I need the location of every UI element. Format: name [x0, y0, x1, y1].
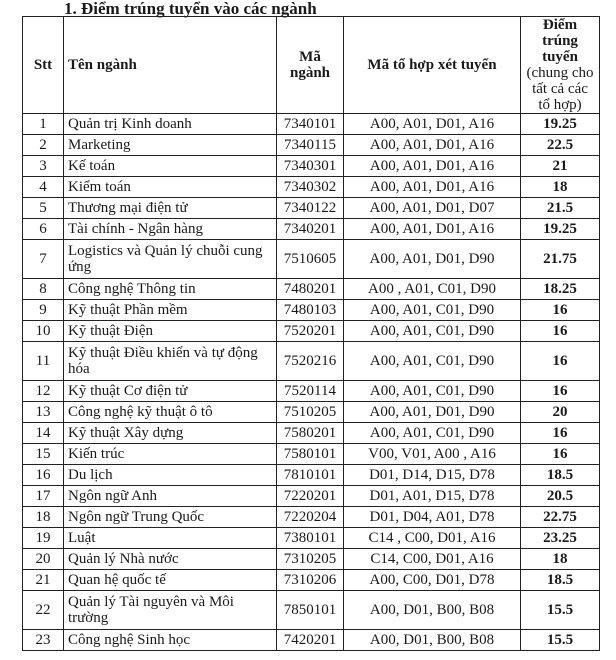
admission-score-cell: 16: [521, 423, 600, 444]
table-row: [23, 279, 600, 300]
admission-score-cell: 16: [521, 342, 600, 381]
admission-score-cell: 18: [521, 549, 600, 570]
major-code-cell: 7220201: [277, 486, 344, 507]
major-code-cell: 7580201: [277, 423, 344, 444]
admission-score-cell: 21.5: [521, 198, 600, 219]
admission-score-cell: 15.5: [521, 591, 600, 630]
row-number-cell: 18: [23, 507, 64, 528]
subject-combination-cell: A00, A01, C01, D90: [344, 381, 521, 402]
row-number-cell: 20: [23, 549, 64, 570]
major-code-cell: 7580101: [277, 444, 344, 465]
admission-score-cell: 18.5: [521, 465, 600, 486]
table-row: [23, 507, 600, 528]
subject-combination-cell: A00, A01, D01, D07: [344, 198, 521, 219]
row-number-cell: 9: [23, 300, 64, 321]
major-name-cell: Kỹ thuật Xây dựng: [64, 423, 277, 444]
subject-combination-cell: A00, A01, C01, D90: [344, 342, 521, 381]
major-code-cell: 7520216: [277, 342, 344, 381]
table-row: [23, 570, 600, 591]
major-name-cell: Du lịch: [64, 465, 277, 486]
subject-combination-cell: A00, A01, D01, A16: [344, 114, 521, 135]
row-number-cell: 19: [23, 528, 64, 549]
admission-score-cell: 20.5: [521, 486, 600, 507]
table-row: [23, 423, 600, 444]
subject-combination-cell: A00, A01, C01, D90: [344, 300, 521, 321]
major-name-cell: Ngôn ngữ Anh: [64, 486, 277, 507]
row-number-cell: 8: [23, 279, 64, 300]
major-name-cell: Kế toán: [64, 156, 277, 177]
row-number-cell: 14: [23, 423, 64, 444]
subject-combination-cell: A00, A01, D01, D90: [344, 240, 521, 279]
row-number-cell: 23: [23, 630, 64, 651]
major-name-cell: Quản trị Kinh doanh: [64, 114, 277, 135]
table-body: [23, 114, 600, 651]
major-code-cell: 7850101: [277, 591, 344, 630]
row-number-cell: 11: [23, 342, 64, 381]
admission-score-cell: 23.25: [521, 528, 600, 549]
row-number-cell: 12: [23, 381, 64, 402]
table-row: [23, 528, 600, 549]
admission-score-cell: 21.75: [521, 240, 600, 279]
major-name-cell: Kỹ thuật Cơ điện tử: [64, 381, 277, 402]
major-code-cell: 7310206: [277, 570, 344, 591]
admission-score-cell: 19.25: [521, 114, 600, 135]
table-row: [23, 114, 600, 135]
table-row: [23, 300, 600, 321]
subject-combination-cell: D01, D14, D15, D78: [344, 465, 521, 486]
subject-combination-cell: A00, D01, B00, B08: [344, 630, 521, 651]
subject-combination-cell: A00, A01, D01, A16: [344, 156, 521, 177]
table-row: [23, 198, 600, 219]
admission-score-cell: 16: [521, 381, 600, 402]
major-name-cell: Công nghệ kỹ thuật ô tô: [64, 402, 277, 423]
major-name-cell: Quản lý Tài nguyên và Môi trường: [64, 591, 277, 630]
subject-combination-cell: A00, C00, D01, D78: [344, 570, 521, 591]
subject-combination-cell: A00 , A01, C01, D90: [344, 279, 521, 300]
major-code-cell: 7480201: [277, 279, 344, 300]
table-row: [23, 444, 600, 465]
row-number-cell: 13: [23, 402, 64, 423]
subject-combination-cell: A00, D01, B00, B08: [344, 591, 521, 630]
row-number-cell: 7: [23, 240, 64, 279]
admission-score-cell: 22.5: [521, 135, 600, 156]
major-code-cell: 7420201: [277, 630, 344, 651]
admission-score-cell: 16: [521, 300, 600, 321]
major-code-cell: 7340122: [277, 198, 344, 219]
major-name-cell: Luật: [64, 528, 277, 549]
major-name-cell: Công nghệ Thông tin: [64, 279, 277, 300]
subject-combination-cell: D01, D04, A01, D78: [344, 507, 521, 528]
header-admission-score: [521, 17, 600, 114]
major-name-cell: Quản lý Nhà nước: [64, 549, 277, 570]
major-code-cell: 7510605: [277, 240, 344, 279]
major-code-cell: 7520201: [277, 321, 344, 342]
table-header-row: [23, 17, 600, 114]
row-number-cell: 1: [23, 114, 64, 135]
table-row: [23, 342, 600, 381]
header-subject-combination: Mã tổ hợp xét tuyển: [344, 17, 521, 114]
major-name-cell: Ngôn ngữ Trung Quốc: [64, 507, 277, 528]
major-code-cell: 7310205: [277, 549, 344, 570]
row-number-cell: 21: [23, 570, 64, 591]
subject-combination-cell: A00, A01, C01, D90: [344, 423, 521, 444]
header-major-code: Mã ngành: [277, 17, 344, 114]
table-row: [23, 591, 600, 630]
row-number-cell: 15: [23, 444, 64, 465]
subject-combination-cell: A00, A01, C01, D90: [344, 321, 521, 342]
subject-combination-cell: A00, A01, D01, A16: [344, 177, 521, 198]
table-row: [23, 177, 600, 198]
section-heading: 1. Điểm trúng tuyển vào các ngành: [64, 0, 317, 18]
table-row: [23, 465, 600, 486]
subject-combination-cell: V00, V01, A00 , A16: [344, 444, 521, 465]
major-code-cell: 7340301: [277, 156, 344, 177]
major-name-cell: Kỹ thuật Điều khiển và tự động hóa: [64, 342, 277, 381]
admission-score-cell: 15.5: [521, 630, 600, 651]
subject-combination-cell: A00, A01, D01, D90: [344, 402, 521, 423]
row-number-cell: 3: [23, 156, 64, 177]
admission-score-cell: 19.25: [521, 219, 600, 240]
major-name-cell: Kỹ thuật Điện: [64, 321, 277, 342]
table-row: [23, 135, 600, 156]
admission-score-cell: 18.25: [521, 279, 600, 300]
major-code-cell: 7340101: [277, 114, 344, 135]
row-number-cell: 5: [23, 198, 64, 219]
major-code-cell: 7340302: [277, 177, 344, 198]
admission-score-cell: 21: [521, 156, 600, 177]
major-code-cell: 7510205: [277, 402, 344, 423]
admission-score-table: [22, 16, 600, 651]
row-number-cell: 2: [23, 135, 64, 156]
header-score-note: (chung cho tất cả các tổ hợp): [526, 65, 594, 113]
table-row: [23, 219, 600, 240]
header-stt: Stt: [23, 17, 64, 114]
major-code-cell: 7220204: [277, 507, 344, 528]
major-code-cell: 7480103: [277, 300, 344, 321]
admission-score-cell: 16: [521, 444, 600, 465]
table-row: [23, 402, 600, 423]
admission-score-cell: 20: [521, 402, 600, 423]
row-number-cell: 4: [23, 177, 64, 198]
subject-combination-cell: C14, C00, D01, A16: [344, 549, 521, 570]
row-number-cell: 10: [23, 321, 64, 342]
admission-score-cell: 18: [521, 177, 600, 198]
major-name-cell: Kiến trúc: [64, 444, 277, 465]
major-name-cell: Quan hệ quốc tế: [64, 570, 277, 591]
major-name-cell: Logistics và Quản lý chuỗi cung ứng: [64, 240, 277, 279]
table-row: [23, 240, 600, 279]
major-code-cell: 7520114: [277, 381, 344, 402]
subject-combination-cell: A00, A01, D01, A16: [344, 135, 521, 156]
major-code-cell: 7380101: [277, 528, 344, 549]
row-number-cell: 22: [23, 591, 64, 630]
table-row: [23, 549, 600, 570]
major-code-cell: 7340115: [277, 135, 344, 156]
table-row: [23, 486, 600, 507]
table-row: [23, 630, 600, 651]
major-name-cell: Thương mại điện tử: [64, 198, 277, 219]
admission-score-cell: 18.5: [521, 570, 600, 591]
header-major-name: Tên ngành: [64, 17, 277, 114]
major-name-cell: Kỹ thuật Phần mềm: [64, 300, 277, 321]
subject-combination-cell: C14 , C00, D01, A16: [344, 528, 521, 549]
admission-score-cell: 16: [521, 321, 600, 342]
row-number-cell: 17: [23, 486, 64, 507]
table-row: [23, 381, 600, 402]
table-row: [23, 156, 600, 177]
header-score-title: Điểm trúng tuyển: [542, 17, 578, 65]
admission-score-cell: 22.75: [521, 507, 600, 528]
major-code-cell: 7810101: [277, 465, 344, 486]
row-number-cell: 16: [23, 465, 64, 486]
subject-combination-cell: D01, A01, D15, D78: [344, 486, 521, 507]
table-row: [23, 321, 600, 342]
major-name-cell: Tài chính - Ngân hàng: [64, 219, 277, 240]
major-name-cell: Kiểm toán: [64, 177, 277, 198]
subject-combination-cell: A00, A01, D01, A16: [344, 219, 521, 240]
major-code-cell: 7340201: [277, 219, 344, 240]
major-name-cell: Marketing: [64, 135, 277, 156]
major-name-cell: Công nghệ Sinh học: [64, 630, 277, 651]
row-number-cell: 6: [23, 219, 64, 240]
